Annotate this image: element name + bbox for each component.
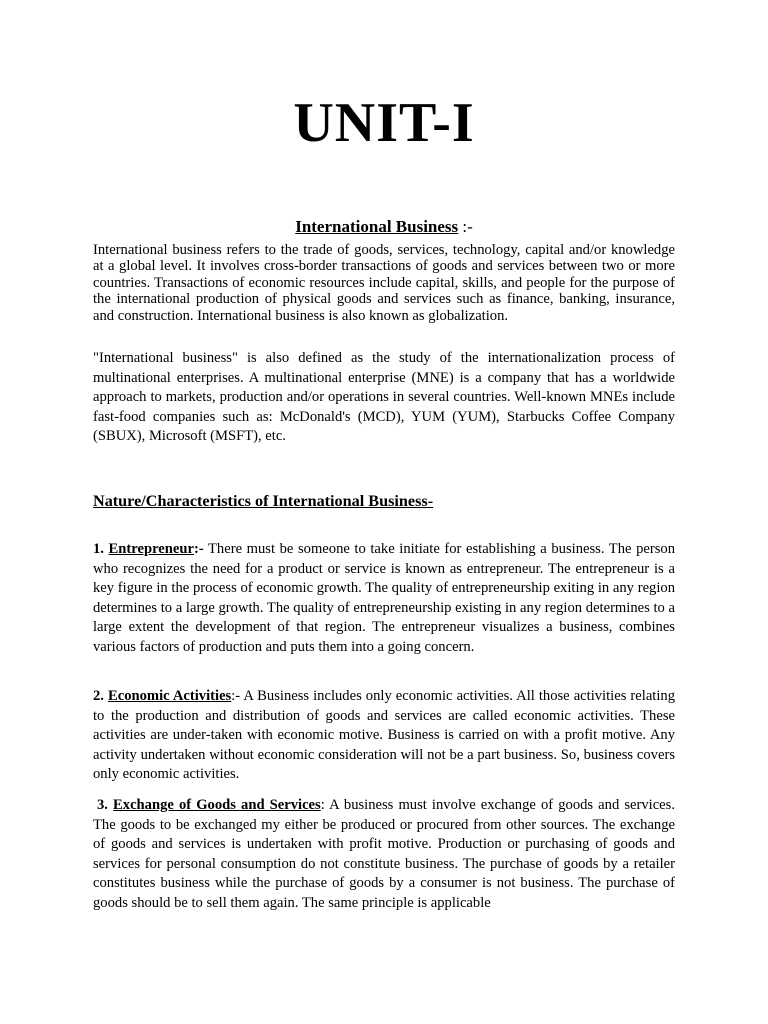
item-label: Exchange of Goods and Services — [113, 797, 321, 813]
item-number: 2. — [93, 688, 104, 704]
item-text: A business must involve exchange of goods and services. The goods to be exchanged my either be produced or procured from other sources. The exchange of goods and services is undertaken with profit motive. Production or purchasing of goods and services for personal consumption do not constitute business. The purchase of goods by a retailer constitutes business while the purchase of goods by a consumer is not business. The purchase of goods should be to sell them again. The same principle is applicable — [93, 797, 675, 911]
section-heading-suffix: :- — [458, 217, 473, 236]
item-number: 3. — [97, 797, 108, 813]
item-text: There must be someone to take initiate for establishing a business. The person who recognizes the need for a product or service is known as entrepreneur. The entrepreneur is a key figure in the process of economic growth. The quality of entrepreneurship exiting in any region determines to a large growth. The quality of entrepreneurship existing in any region determines to a large extent the development of that region. The entrepreneur visualizes a business, combines various factors of production and puts them into a going concern. — [93, 541, 675, 655]
item-label: Economic Activities — [108, 688, 232, 704]
list-item-economic-activities — [93, 687, 675, 785]
nature-heading — [93, 490, 693, 512]
nature-heading-suffix: - — [427, 492, 434, 510]
item-separator: : — [320, 797, 325, 813]
item-separator: :- — [193, 541, 204, 557]
section-heading-text: International Business — [295, 217, 459, 236]
nature-heading-text: Nature/Characteristics of International Business — [93, 492, 428, 510]
item-text: A Business includes only economic activities. All those activities relating to the production and distribution of goods and services are called economic activities. These activities are under-taken with economic motive. Business is carried on with a profit motive. Any activity undertaken without economic consideration will not be a part business. So, business covers only economic activities. — [93, 688, 676, 783]
item-separator: :- — [231, 688, 241, 704]
list-item-exchange-goods-services — [93, 796, 675, 914]
intro-paragraph-1: International business refers to the trade of goods, services, technology, capital and/or knowledge at a global level. It involves cross-border transactions of goods and services between two or more countries. Transactions of economic resources include capital, skills, and people for the purpose of the international production of physical goods and services such as finance, banking, insurance, and construction. International business is also known as globalization. — [93, 242, 675, 324]
intro-paragraph-2: "International business" is also defined as the study of the internationalization process of multinational enterprises. A multinational enterprise (MNE) is a company that has a worldwide approach to markets, production and/or operations in several countries. Well-known MNEs include fast-food companies such as: McDonald's (MCD), YUM (YUM), Starbucks Coffee Company (SBUX), Microsoft (MSFT), etc. — [93, 350, 675, 444]
item-number: 1. — [93, 541, 104, 557]
section-heading — [0, 216, 768, 238]
list-item-entrepreneur — [93, 540, 675, 658]
item-label: Entrepreneur — [108, 541, 194, 557]
unit-title: UNIT-I — [293, 92, 475, 154]
